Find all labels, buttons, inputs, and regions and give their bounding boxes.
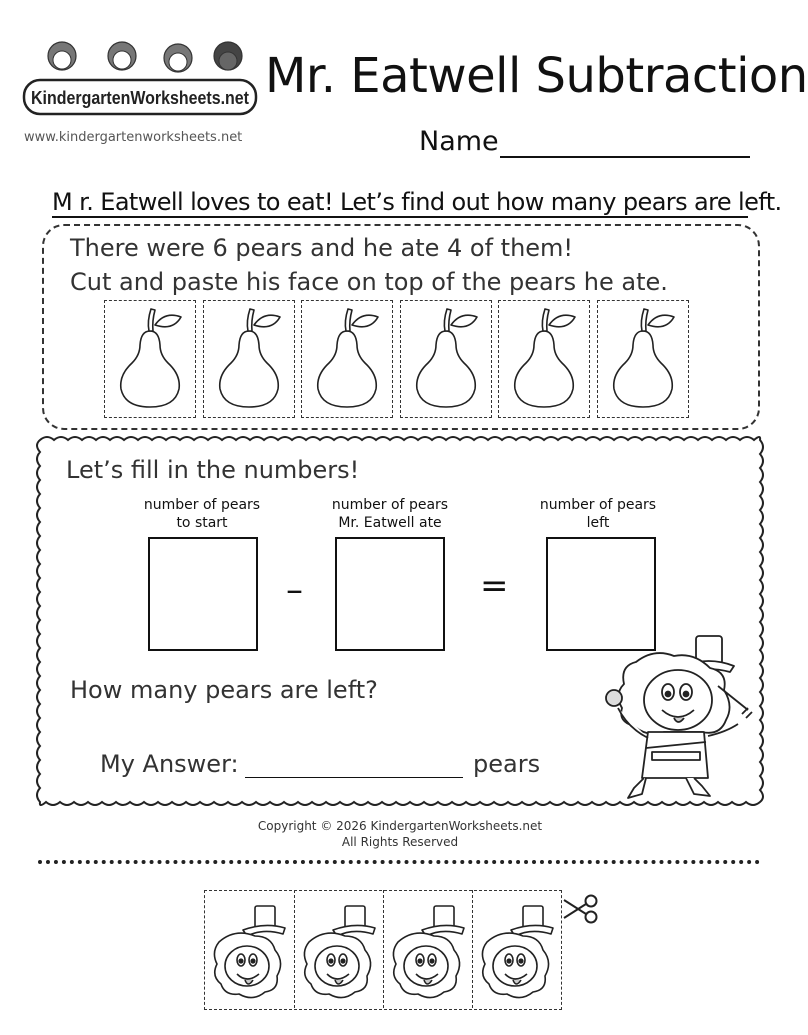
intro-text: M r. Eatwell loves to eat! Let’s find out how many pears are left. bbox=[52, 188, 782, 216]
eatwell-face-cutout[interactable] bbox=[294, 890, 384, 1008]
copyright bbox=[0, 818, 800, 850]
site-url: www.kindergartenworksheets.net bbox=[24, 130, 243, 145]
answer-label: My Answer: bbox=[100, 750, 239, 778]
eatwell-face-icon bbox=[384, 890, 473, 1008]
eatwell-face-icon bbox=[295, 890, 384, 1008]
ate-caption-line-2: Mr. Eatwell ate bbox=[338, 515, 442, 531]
instruction-line-1: There were 6 pears and he ate 4 of them! bbox=[70, 234, 574, 262]
logo-text: KindergartenWorksheets.net bbox=[31, 87, 249, 108]
start-number-box[interactable] bbox=[148, 537, 258, 651]
numbers-heading: Let’s fill in the numbers! bbox=[66, 456, 360, 484]
eatwell-face-icon bbox=[473, 890, 562, 1008]
minus-sign: – bbox=[286, 570, 303, 610]
eatwell-face-cutout[interactable] bbox=[472, 890, 562, 1008]
ate-caption-line-1: number of pears bbox=[331, 497, 449, 513]
eatwell-face-cutout[interactable] bbox=[205, 890, 294, 1008]
copyright-line-1: Copyright © 2026 KindergartenWorksheets.net bbox=[257, 819, 543, 833]
instruction-line-2: Cut and paste his face on top of the pears he ate. bbox=[70, 268, 668, 296]
copyright-line-2: All Rights Reserved bbox=[341, 835, 459, 849]
name-label: Name bbox=[419, 126, 499, 157]
start-caption-line-1: number of pears bbox=[143, 497, 261, 513]
left-caption bbox=[536, 496, 660, 532]
question-text: How many pears are left? bbox=[70, 676, 378, 704]
mr-eatwell-character-icon bbox=[598, 628, 758, 800]
start-caption-line-2: to start bbox=[176, 515, 228, 531]
cut-line bbox=[38, 860, 760, 864]
ate-caption bbox=[326, 496, 454, 532]
start-caption bbox=[140, 496, 264, 532]
answer-unit: pears bbox=[473, 750, 541, 778]
scissors-icon bbox=[562, 892, 600, 926]
page-title: Mr. Eatwell Subtraction bbox=[265, 48, 808, 104]
equals-sign: = bbox=[480, 566, 509, 606]
ate-number-box[interactable] bbox=[335, 537, 445, 651]
eatwell-face-icon bbox=[205, 890, 294, 1008]
left-caption-line-2: left bbox=[586, 515, 610, 531]
eatwell-face-cutout[interactable] bbox=[383, 890, 473, 1008]
answer-line[interactable] bbox=[245, 777, 463, 778]
left-caption-line-1: number of pears bbox=[539, 497, 657, 513]
